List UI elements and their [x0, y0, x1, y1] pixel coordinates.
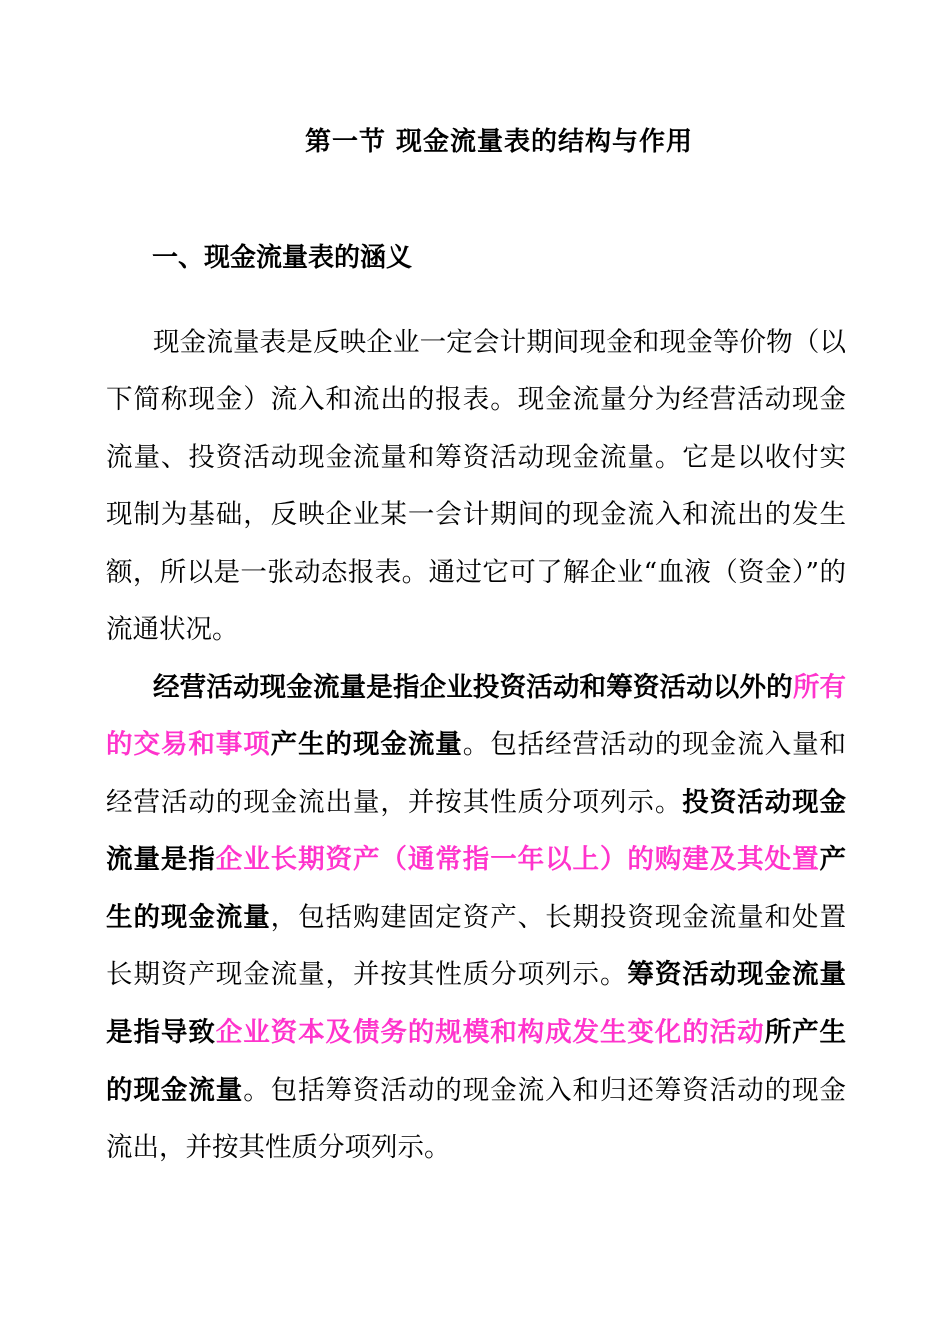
operating-description: 。包括经营活动的现金流入量和经营活动的现金流出量，并按其性质分项列示。 — [106, 729, 847, 818]
paragraph-definition: 现金流量表是反映企业一定会计期间现金和现金等价物（以下简称现金）流入和流出的报表。现金流量分为经营活动现金流量、投资活动现金流量和筹资活动现金流量。它是以收付实现制为基础，反映企业某一会计期间的现金流入和流出的发生额，所以是一张动态报表。通过它可了解企业“血液（资金）”的流通状况。 — [106, 326, 846, 646]
operating-highlight: 所有的交易和事项 — [106, 671, 847, 761]
subsection-heading: 一、现金流量表的涵义 — [152, 243, 413, 273]
investing-description: ，包括购建固定资产、长期投资现金流量和处置长期资产现金流量，并按其性质分项列示。 — [106, 901, 847, 991]
financing-highlight: 企业资本及债务的规模和构成发生变化的活动 — [215, 1017, 765, 1049]
financing-definition-bold: 筹资活动现金流量是指导致 — [106, 959, 847, 1049]
investing-highlight: 企业长期资产（通常指一年以上）的购建及其处置 — [215, 844, 820, 876]
financing-cashflow-bold: 所产生的现金流量 — [106, 1017, 847, 1106]
section-title: 第一节 现金流量表的结构与作用 — [304, 127, 694, 157]
operating-cashflow-bold: 产生的现金流量 — [270, 729, 463, 761]
financing-description: 。包括筹资活动的现金流入和归还筹资活动的现金流出，并按其性质分项列示。 — [106, 1074, 847, 1164]
investing-cashflow-bold: 产生的现金流量 — [106, 844, 847, 933]
paragraph-categories — [106, 659, 846, 1177]
operating-definition-bold: 经营活动现金流量是指企业投资活动和筹资活动以外的 — [153, 671, 793, 703]
investing-definition-bold: 投资活动现金流量是指 — [106, 786, 847, 876]
